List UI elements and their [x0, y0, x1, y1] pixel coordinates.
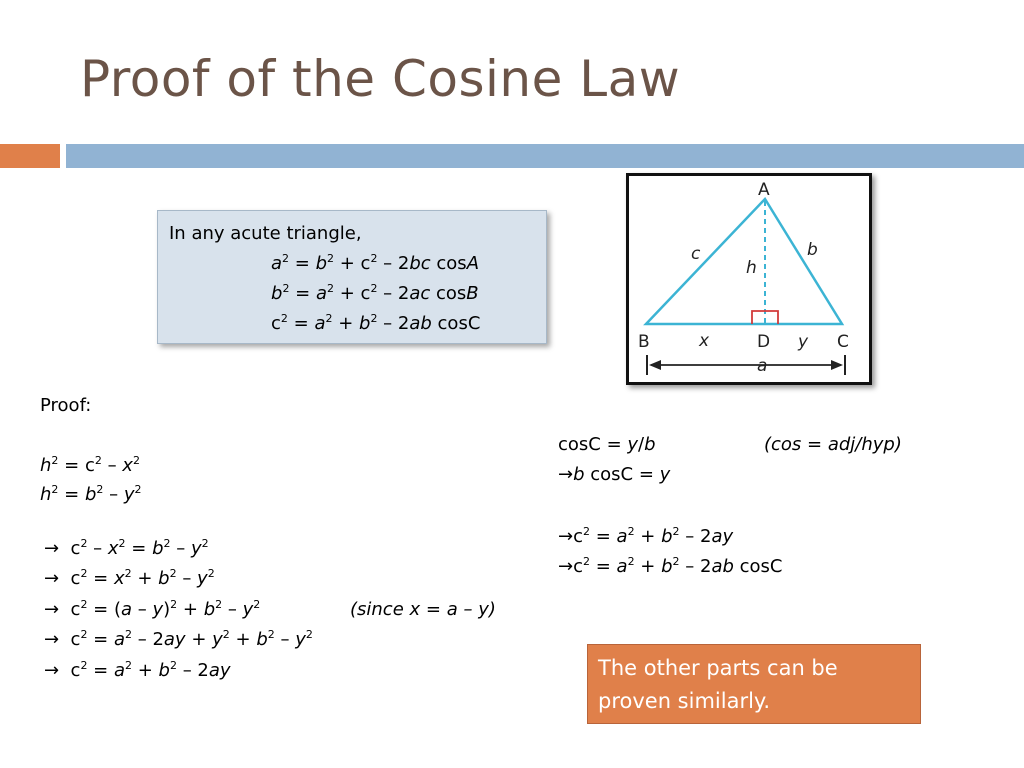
label-vertex-a: A [758, 180, 770, 200]
triangle-diagram [629, 176, 869, 382]
label-vertex-b: B [638, 332, 650, 352]
accent-bar-blue [66, 144, 1024, 168]
right-line-2: →b cosC = y [558, 464, 671, 485]
label-side-b: b [807, 240, 818, 260]
proof-label: Proof: [40, 395, 92, 416]
arrow-icon: → [558, 464, 574, 485]
label-foot-d: D [757, 332, 771, 352]
note-box: The other parts can be proven similarly. [587, 644, 921, 724]
label-side-c: c [691, 244, 701, 264]
proof-note-since: (since x = a – y) [350, 599, 496, 620]
law-b-equation: $b^2 = a^2 + c^2 - 2ac$ cosB [271, 282, 479, 304]
proof-line-1: $h^2 = c^2 - x^2$ [40, 454, 140, 476]
arrow-icon: → [558, 526, 574, 547]
proof-line-4: → $c^2 = x^2 + b^2 - y^2$ [44, 567, 215, 589]
proof-line-7: → $c^2 = a^2 + b^2 - 2ay$ [44, 659, 231, 681]
arrow-icon: → [44, 599, 60, 620]
triangle-shape [646, 199, 842, 324]
proof-line-6: → $c^2 = a^2 - 2ay + y^2 + b^2 - y^2$ [44, 628, 313, 650]
proof-line-3: → $c^2 - x^2 = b^2 - y^2$ [44, 537, 209, 559]
arrow-icon: → [44, 538, 60, 559]
arrowhead-left [649, 360, 661, 370]
proof-line-5: → $c^2 = (a - y)^2 + b^2 - y^2$ [44, 598, 261, 620]
arrow-icon: → [44, 568, 60, 589]
arrow-icon: → [44, 660, 60, 681]
statement-intro: In any acute triangle, [169, 223, 362, 244]
label-vertex-c: C [837, 332, 849, 352]
label-base-a: a [757, 356, 768, 376]
law-a-equation: $a^2 = b^2 + c^2 - 2bc$ cosA [271, 252, 480, 274]
triangle-figure [626, 173, 872, 385]
label-height-h: h [746, 258, 757, 278]
label-seg-y: y [798, 332, 809, 352]
arrowhead-right [831, 360, 843, 370]
right-line-4: $\to c^2 = a^2 + b^2 - 2ab$ cosC [558, 555, 783, 577]
law-c-equation: $c^2 = a^2 + b^2 - 2ab$ cosC [271, 312, 481, 334]
right-line-3: $\to c^2 = a^2 + b^2 - 2ay$ [558, 525, 734, 547]
arrow-icon: → [44, 629, 60, 650]
right-note-cos: (cos = adj/hyp) [764, 434, 902, 455]
proof-line-2: $h^2 = b^2 - y^2$ [40, 483, 142, 505]
accent-bar-orange [0, 144, 60, 168]
slide-title: Proof of the Cosine Law [80, 50, 681, 108]
right-line-1: cosC = y/b [558, 434, 656, 455]
label-seg-x: x [699, 331, 710, 351]
arrow-icon: → [558, 556, 574, 577]
cosine-law-statement-box [157, 210, 547, 344]
